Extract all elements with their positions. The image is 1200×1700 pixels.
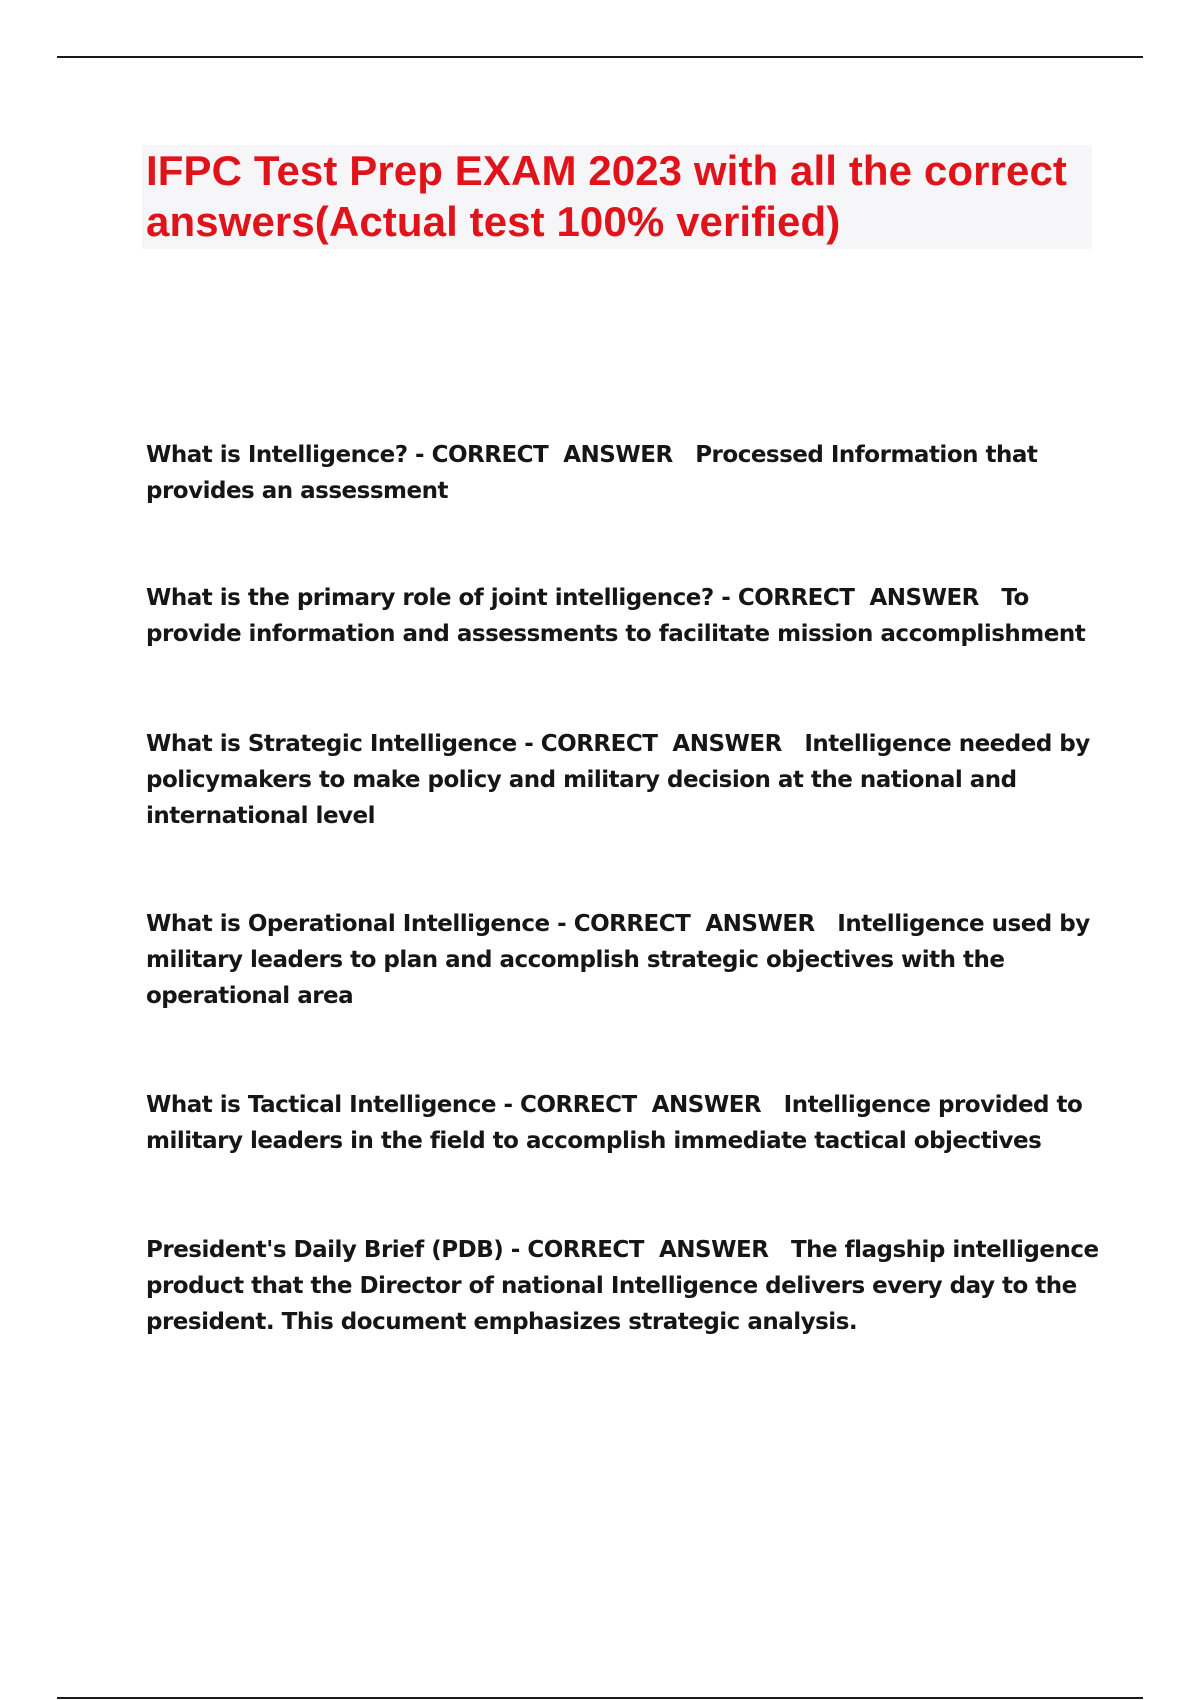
qa-item-3 [146, 726, 1106, 834]
answer-text: Intelligence used by military leaders to plan and accomplish strategic objectives with the operational area [146, 911, 1090, 1009]
question-text: What is Operational Intelligence [146, 911, 550, 937]
qa-item-2 [146, 580, 1106, 652]
title-block [142, 145, 1092, 249]
answer-marker: - CORRECT ANSWER [549, 911, 838, 937]
question-text: What is Intelligence? [146, 442, 408, 468]
answer-marker: - CORRECT ANSWER [496, 1092, 784, 1118]
question-text: What is Tactical Intelligence [146, 1092, 496, 1118]
qa-item-1 [146, 437, 1106, 509]
answer-text: Processed Information that provides an assessment [146, 442, 1038, 504]
answer-text: To provide information and assessments to facilitate mission accomplishment [146, 585, 1086, 647]
qa-item-6 [146, 1232, 1106, 1340]
document-title: IFPC Test Prep EXAM 2023 with all the correct answers(Actual test 100% verified) [146, 147, 1067, 245]
top-rule [57, 56, 1143, 58]
question-text: What is the primary role of joint intelligence? [146, 585, 714, 611]
answer-marker: - CORRECT ANSWER [713, 585, 1002, 611]
qa-item-5 [146, 1087, 1106, 1159]
answer-marker: - CORRECT ANSWER [503, 1237, 791, 1263]
answer-text: The flagship intelligence product that the Director of national Intelligence delivers every day to the president. This document emphasizes strategic analysis. [146, 1237, 1099, 1335]
bottom-rule [57, 1697, 1143, 1699]
question-text: President's Daily Brief (PDB) [146, 1237, 504, 1263]
question-text: What is Strategic Intelligence [146, 731, 517, 757]
answer-text: Intelligence provided to military leaders in the field to accomplish immediate tactical objectives [146, 1092, 1083, 1154]
answer-marker: - CORRECT ANSWER [407, 442, 696, 468]
answer-text: Intelligence needed by policymakers to make policy and military decision at the national and international level [146, 731, 1090, 829]
answer-marker: - CORRECT ANSWER [516, 731, 805, 757]
qa-item-4 [146, 906, 1106, 1014]
